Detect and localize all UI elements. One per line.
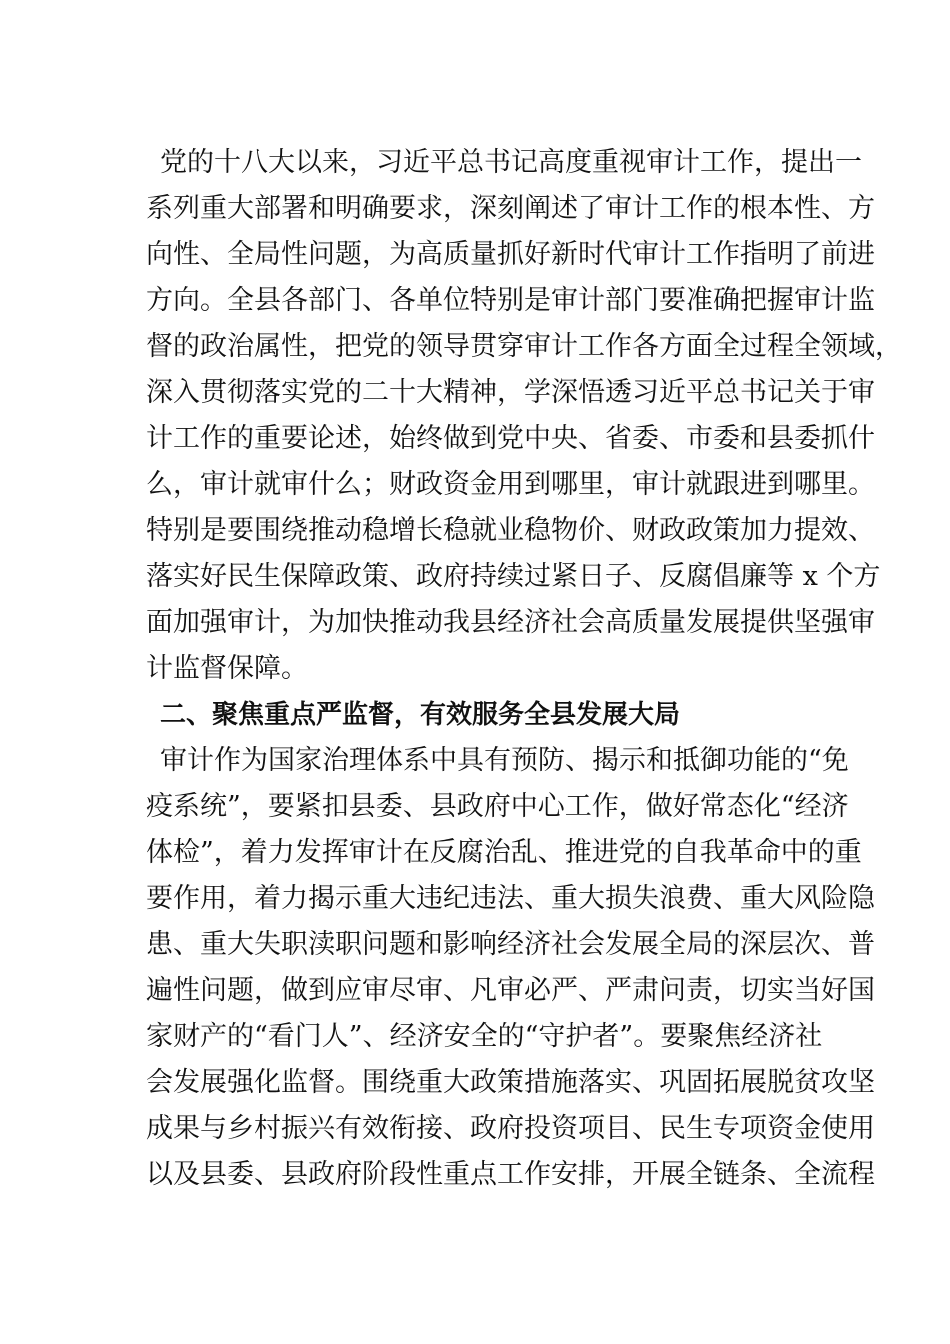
text-line: 党的十八大以来，习近平总书记高度重视审计工作，提出一 [160,147,862,178]
text-line: 疫系统”，要紧扣县委、县政府中心工作，做好常态化“经济 [146,791,849,822]
text-line: 系列重大部署和明确要求，深刻阐述了审计工作的根本性、方 [146,193,875,224]
text-line: 会发展强化监督。围绕重大政策措施落实、巩固拓展脱贫攻坚 [146,1067,875,1098]
text-line: 成果与乡村振兴有效衔接、政府投资项目、民生专项资金使用 [146,1113,875,1144]
text-line: 计工作的重要论述，始终做到党中央、省委、市委和县委抓什 [146,423,875,454]
text-line: 落实好民生保障政策、政府持续过紧日子、反腐倡廉等 x 个方 [146,561,881,592]
text-line: 患、重大失职渎职问题和影响经济社会发展全局的深层次、普 [146,929,875,960]
text-line: 向性、全局性问题，为高质量抓好新时代审计工作指明了前进 [146,239,875,270]
text-line: 家财产的“看门人”、经济安全的“守护者”。要聚焦经济社 [146,1021,823,1052]
text-line: 以及县委、县政府阶段性重点工作安排，开展全链条、全流程 [146,1159,875,1190]
section-heading: 二、聚焦重点严监督，有效服务全县发展大局 [160,700,681,730]
text-line: 么，审计就审什么；财政资金用到哪里，审计就跟进到哪里。 [146,469,875,500]
text-line: 计监督保障。 [146,653,308,684]
text-line: 特别是要围绕推动稳增长稳就业稳物价、财政政策加力提效、 [146,515,875,546]
paragraph-1 [146,140,902,692]
text-line: 要作用，着力揭示重大违纪违法、重大损失浪费、重大风险隐 [146,883,875,914]
document-body [146,140,902,1198]
text-line: 遍性问题，做到应审尽审、凡审必严、严肃问责，切实当好国 [146,975,875,1006]
text-line: 体检”，着力发挥审计在反腐治乱、推进党的自我革命中的重 [146,837,862,868]
text-line: 深入贯彻落实党的二十大精神，学深悟透习近平总书记关于审 [146,377,875,408]
text-line: 督的政治属性，把党的领导贯穿审计工作各方面全过程全领域， [146,331,902,362]
paragraph-2 [146,738,875,1198]
text-line: 面加强审计，为加快推动我县经济社会高质量发展提供坚强审 [146,607,875,638]
text-line: 审计作为国家治理体系中具有预防、揭示和抵御功能的“免 [160,745,849,776]
text-line: 方向。全县各部门、各单位特别是审计部门要准确把握审计监 [146,285,875,316]
